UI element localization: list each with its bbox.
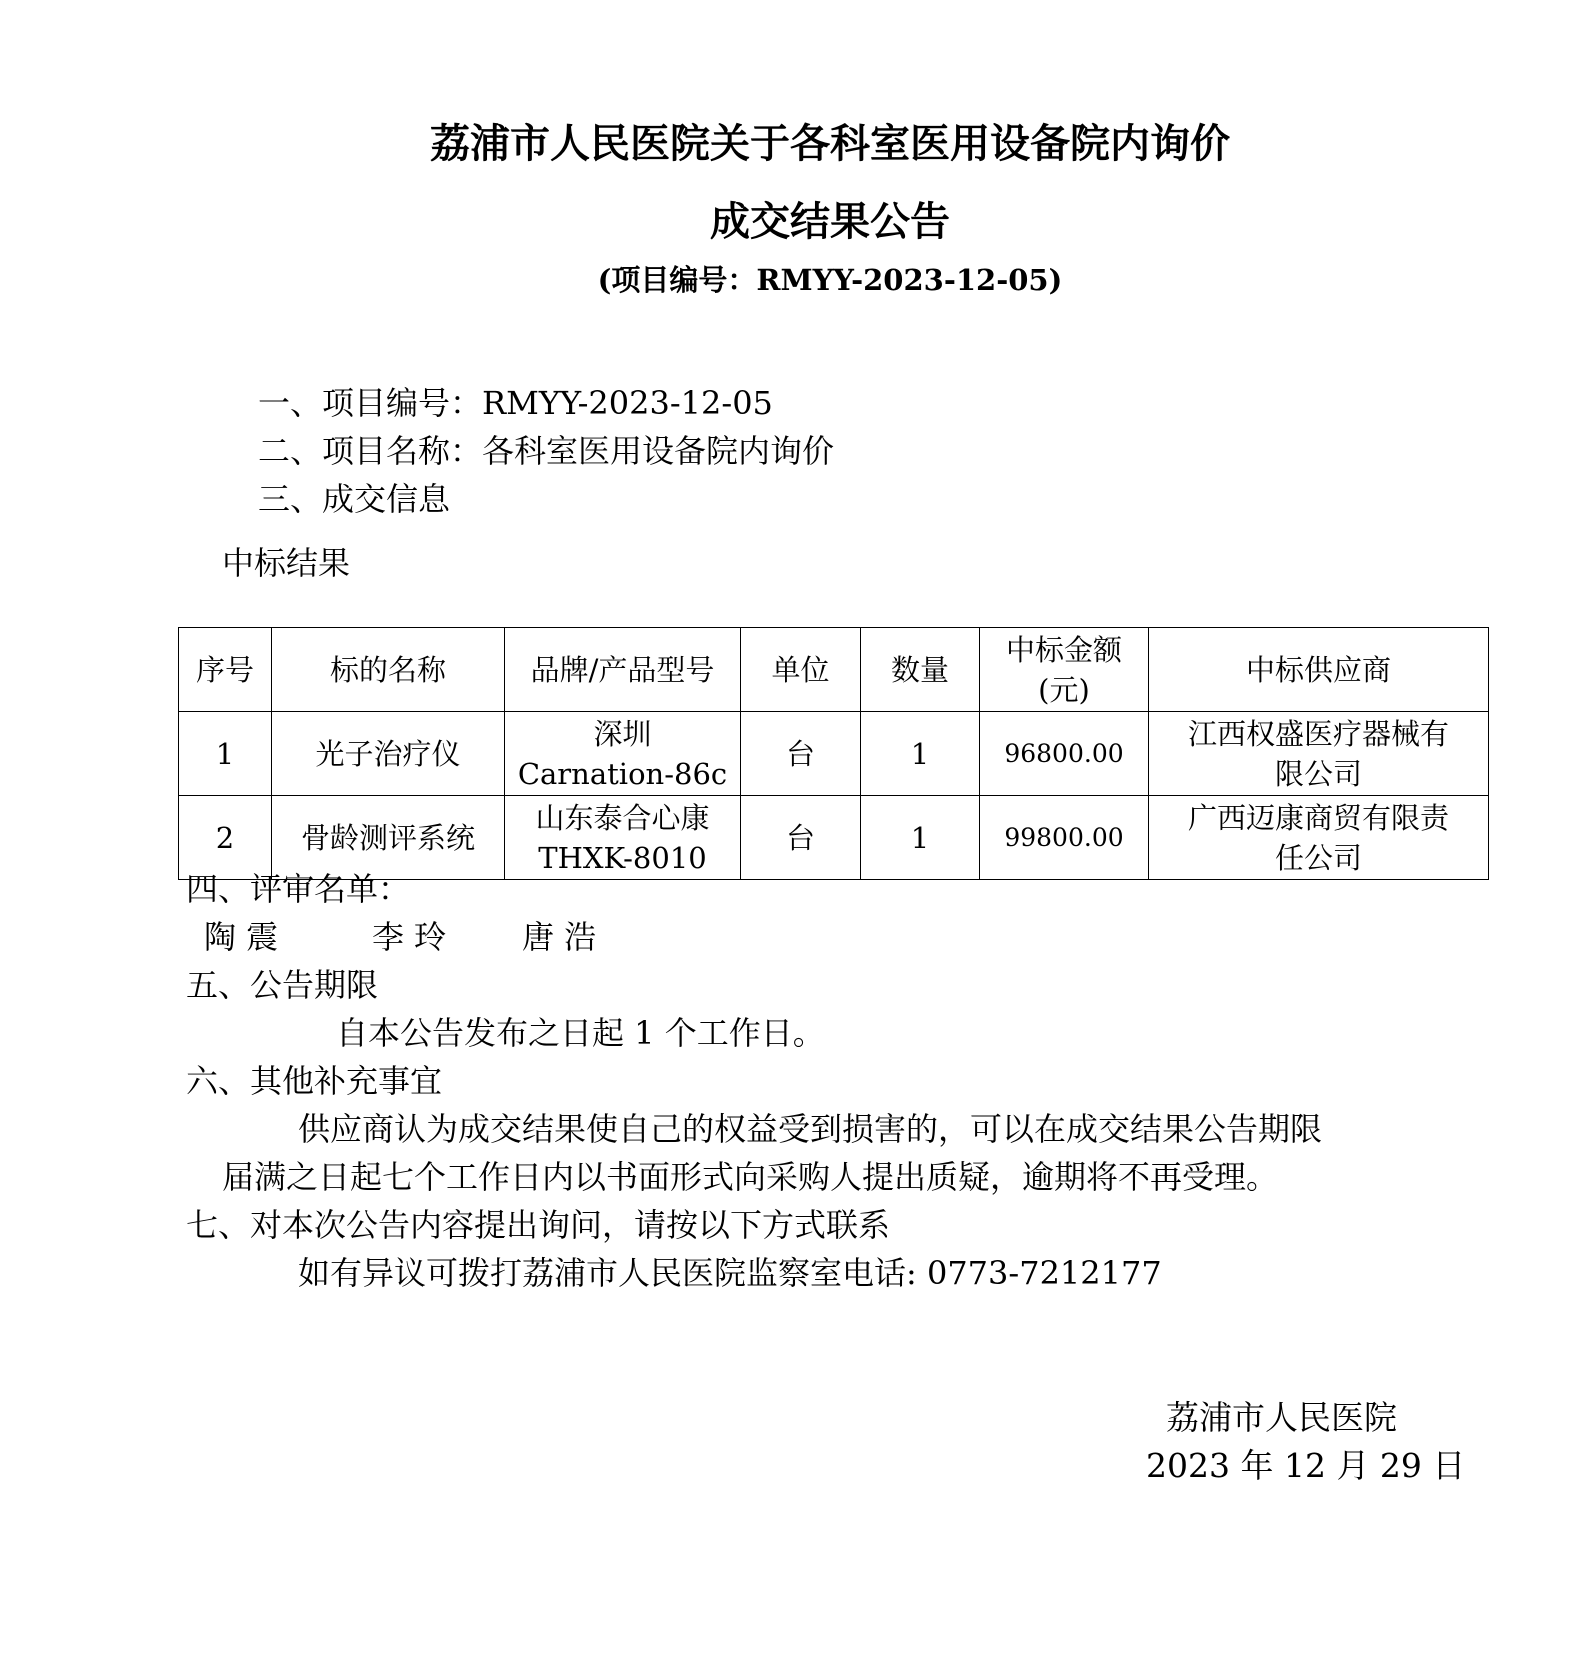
project-number-subtitle: (项目编号：RMYY-2023-12-05) [597,263,1063,297]
header-item-name: 标的名称 [272,628,505,712]
cell-supplier [1149,712,1489,796]
section-project-name: 二、项目名称：各科室医用设备院内询价 [258,432,835,470]
document-title-line2: 成交结果公告 [710,199,950,245]
cell-brand: 深圳 [593,716,652,751]
cell-supplier-line2: 任公司 [1274,840,1362,875]
result-heading: 中标结果 [222,544,351,582]
section-announcement-period: 五、公告期限 [186,966,379,1004]
cell-brand-model [505,712,741,796]
cell-no: 1 [179,712,272,796]
header-amount [980,628,1149,712]
reviewer-name: 唐 浩 [522,918,597,956]
header-amount-unit: (元) [1038,672,1090,707]
section-contact: 七、对本次公告内容提出询问，请按以下方式联系 [186,1206,891,1244]
reviewer-name: 李 玲 [372,918,447,956]
cell-quantity: 1 [861,796,980,880]
header-brand-model: 品牌/产品型号 [505,628,741,712]
header-quantity: 数量 [861,628,980,712]
table-row [179,712,1489,796]
supplementary-text-line2: 届满之日起七个工作日内以书面形式向采购人提出质疑，逾期将不再受理。 [222,1158,1279,1196]
cell-supplier-line1: 江西权盛医疗器械有 [1187,716,1449,751]
cell-model: Carnation-86c [517,756,728,791]
cell-supplier-line1: 广西迈康商贸有限责 [1187,800,1449,835]
cell-item-name: 光子治疗仪 [272,712,505,796]
cell-amount: 99800.00 [980,796,1149,880]
cell-item-name: 骨龄测评系统 [272,796,505,880]
table-header-row [179,628,1489,712]
supplementary-text-line1: 供应商认为成交结果使自己的权益受到损害的，可以在成交结果公告期限 [298,1110,1323,1148]
section-supplementary: 六、其他补充事宜 [186,1062,443,1100]
cell-brand: 山东泰合心康 [535,800,710,835]
header-amount-label: 中标金额 [1005,632,1122,667]
header-unit: 单位 [741,628,861,712]
cell-amount: 96800.00 [980,712,1149,796]
section-project-number: 一、项目编号：RMYY-2023-12-05 [258,384,773,422]
section-review-list: 四、评审名单： [186,870,411,908]
cell-unit: 台 [741,712,861,796]
header-supplier: 中标供应商 [1149,628,1489,712]
result-table [178,627,1489,880]
cell-quantity: 1 [861,712,980,796]
cell-unit: 台 [741,796,861,880]
contact-text: 如有异议可拨打荔浦市人民医院监察室电话: 0773-7212177 [298,1254,1162,1292]
header-no: 序号 [179,628,272,712]
section-deal-info: 三、成交信息 [258,480,451,518]
cell-brand-model [505,796,741,880]
document-title-line1: 荔浦市人民医院关于各科室医用设备院内询价 [430,121,1230,167]
cell-supplier [1149,796,1489,880]
announcement-period-text: 自本公告发布之日起 1 个工作日。 [336,1014,825,1052]
signature-date: 2023 年 12 月 29 日 [1146,1446,1466,1485]
signature-organization: 荔浦市人民医院 [1166,1398,1397,1437]
cell-supplier-line2: 限公司 [1274,756,1362,791]
reviewer-name: 陶 震 [204,918,279,956]
cell-model: THXK-8010 [538,840,707,875]
cell-no: 2 [179,796,272,880]
